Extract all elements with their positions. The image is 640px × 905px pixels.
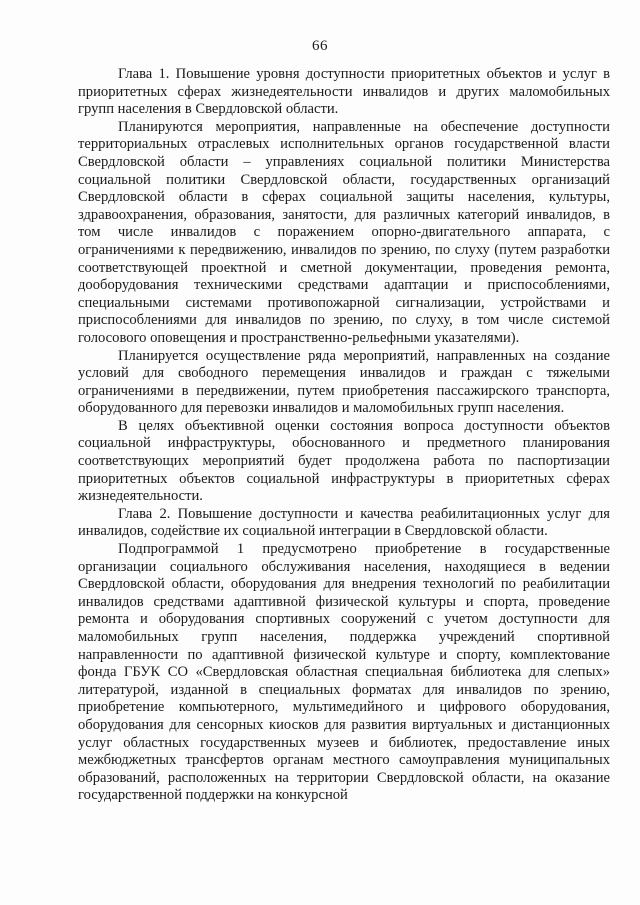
paragraph-certification: В целях объективной оценки состояния вопроса доступности объектов социальной инфраструктуры, обоснованного и предметного планирования соответствующих мероприятий будет продолжена работа по паспортизации приоритетных объектов социальной инфраструктуры в приоритетных сферах жизнедеятельности.: [78, 417, 610, 505]
paragraph-transport-measures: Планируется осуществление ряда мероприятий, направленных на создание условий для свободного перемещения инвалидов и граждан с тяжелыми ограничениями в передвижении, путем приобретения пассажирского транспорта, оборудованного для перевозки инвалидов и маломобильных групп населения.: [78, 347, 610, 417]
page-number: 66: [312, 38, 328, 54]
document-body: [78, 66, 610, 805]
paragraph-chapter-1-heading: Глава 1. Повышение уровня доступности приоритетных объектов и услуг в приоритетных сферах жизнедеятельности инвалидов и других маломобильных групп населения в Свердловской области.: [78, 66, 610, 118]
paragraph-chapter-2-heading: Глава 2. Повышение доступности и качества реабилитационных услуг для инвалидов, содействие их социальной интеграции в Свердловской области.: [78, 505, 610, 540]
paragraph-subprogram-1: Подпрограммой 1 предусмотрено приобретение в государственные организации социального обслуживания населения, находящиеся в ведении Свердловской области, оборудования для внедрения технологий по реабилитации инвалидов средствами адаптивной физической культуры и спорта, проведение ремонта и оборудования спортивных сооружений с учетом доступности для маломобильных групп населения, поддержка учреждений спортивной направленности по адаптивной физической культуре и спорту, комплектование фонда ГБУК СО «Свердловская областная специальная библиотека для слепых» литературой, изданной в специальных форматах для инвалидов по зрению, приобретение компьютерного, мультимедийного и цифрового оборудования, оборудования для сенсорных киосков для развития виртуальных и дистанционных услуг областных государственных музеев и библиотек, предоставление иных межбюджетных трансфертов органам местного самоуправления муниципальных образований, расположенных на территории Свердловской области, на оказание государственной поддержки на конкурсной: [78, 541, 610, 804]
paragraph-accessibility-measures: Планируются мероприятия, направленные на обеспечение доступности территориальных отраслевых исполнительных органов государственной власти Свердловской области – управлениях социальной политики Министерства социальной политики Свердловской области, государственных организаций Свердловской области в сферах социальной защиты населения, культуры, здравоохранения, образования, занятости, для различных категорий инвалидов, в том числе инвалидов с поражением опорно-двигательного аппарата, с ограничениями к передвижению, инвалидов по зрению, по слуху (путем разработки соответствующей проектной и сметной документации, проведения ремонта, дооборудования техническими средствами адаптации и приспособлениями, специальными системами противопожарной сигнализации, устройствами и приспособлениями для инвалидов по зрению, по слуху, в том числе системой голосового оповещения и пространственно-рельефными указателями).: [78, 118, 610, 346]
